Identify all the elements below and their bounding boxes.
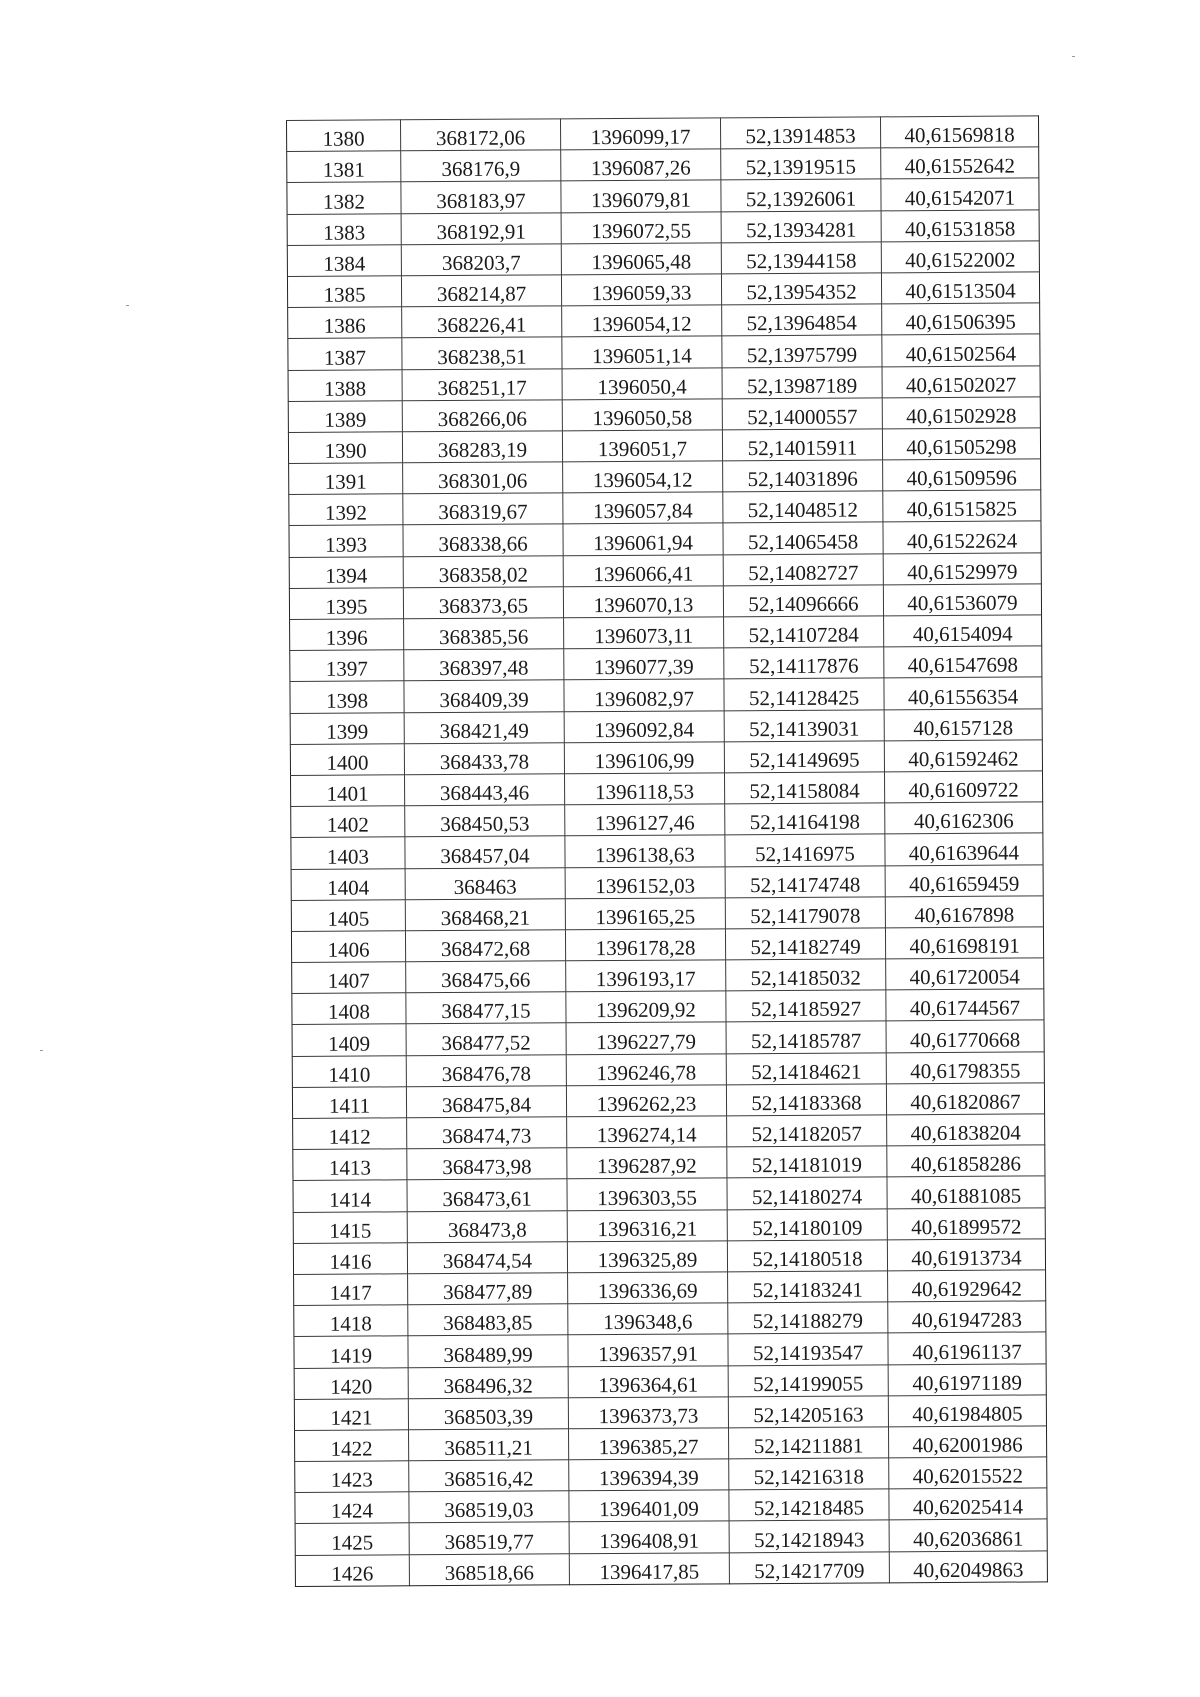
x-coordinate-cell: 368397,48 xyxy=(404,649,564,681)
point-number-cell: 1422 xyxy=(295,1430,409,1462)
latitude-cell: 40,61609722 xyxy=(884,771,1042,803)
point-number-cell: 1416 xyxy=(293,1243,407,1275)
y-coordinate-cell: 1396357,91 xyxy=(568,1334,728,1366)
y-coordinate-cell: 1396394,39 xyxy=(569,1459,729,1491)
table-row xyxy=(291,927,1043,963)
longitude-cell: 52,14031896 xyxy=(723,460,883,492)
point-number-cell: 1390 xyxy=(288,432,402,464)
x-coordinate-cell: 368373,65 xyxy=(403,587,563,619)
table-row xyxy=(295,1426,1047,1462)
y-coordinate-cell: 1396209,92 xyxy=(566,991,726,1023)
table-row xyxy=(293,1176,1045,1212)
point-number-cell: 1420 xyxy=(294,1367,408,1399)
point-number-cell: 1384 xyxy=(287,245,401,277)
point-number-cell: 1388 xyxy=(288,369,402,401)
point-number-cell: 1383 xyxy=(287,213,401,245)
latitude-cell: 40,6154094 xyxy=(884,615,1042,647)
longitude-cell: 52,14139031 xyxy=(724,709,884,741)
x-coordinate-cell: 368496,32 xyxy=(408,1366,568,1398)
x-coordinate-cell: 368489,99 xyxy=(408,1335,568,1367)
x-coordinate-cell: 368172,06 xyxy=(401,119,561,151)
table-row xyxy=(291,864,1043,900)
x-coordinate-cell: 368301,06 xyxy=(403,462,563,494)
table-row xyxy=(292,1083,1044,1119)
longitude-cell: 52,14211881 xyxy=(728,1427,888,1459)
point-number-cell: 1399 xyxy=(290,712,404,744)
y-coordinate-cell: 1396072,55 xyxy=(561,211,721,243)
x-coordinate-cell: 368385,56 xyxy=(404,618,564,650)
latitude-cell: 40,61639644 xyxy=(885,833,1043,865)
longitude-cell: 52,14107284 xyxy=(724,616,884,648)
x-coordinate-cell: 368503,39 xyxy=(408,1397,568,1429)
x-coordinate-cell: 368473,8 xyxy=(407,1210,567,1242)
x-coordinate-cell: 368319,67 xyxy=(403,493,563,525)
y-coordinate-cell: 1396050,58 xyxy=(562,399,722,431)
latitude-cell: 40,61552642 xyxy=(881,147,1039,179)
y-coordinate-cell: 1396073,11 xyxy=(564,617,724,649)
y-coordinate-cell: 1396274,14 xyxy=(567,1116,727,1148)
scan-speck xyxy=(40,1050,43,1051)
y-coordinate-cell: 1396262,23 xyxy=(566,1085,726,1117)
x-coordinate-cell: 368468,21 xyxy=(405,898,565,930)
y-coordinate-cell: 1396127,46 xyxy=(565,804,725,836)
longitude-cell: 52,14185787 xyxy=(726,1021,886,1053)
longitude-cell: 52,13919515 xyxy=(721,148,881,180)
x-coordinate-cell: 368443,46 xyxy=(405,774,565,806)
longitude-cell: 52,14149695 xyxy=(724,741,884,773)
x-coordinate-cell: 368473,98 xyxy=(407,1148,567,1180)
table-row xyxy=(289,584,1041,620)
latitude-cell: 40,61961137 xyxy=(888,1332,1046,1364)
point-number-cell: 1387 xyxy=(288,338,402,370)
x-coordinate-cell: 368283,19 xyxy=(402,431,562,463)
y-coordinate-cell: 1396385,27 xyxy=(568,1428,728,1460)
latitude-cell: 40,61770668 xyxy=(886,1020,1044,1052)
latitude-cell: 40,61744567 xyxy=(886,989,1044,1021)
y-coordinate-cell: 1396051,7 xyxy=(562,430,722,462)
x-coordinate-cell: 368511,21 xyxy=(409,1429,569,1461)
y-coordinate-cell: 1396079,81 xyxy=(561,180,721,212)
y-coordinate-cell: 1396077,39 xyxy=(564,648,724,680)
point-number-cell: 1401 xyxy=(291,775,405,807)
x-coordinate-cell: 368516,42 xyxy=(409,1460,569,1492)
longitude-cell: 52,14117876 xyxy=(724,647,884,679)
longitude-cell: 52,14180518 xyxy=(727,1240,887,1272)
scan-speck xyxy=(126,305,129,306)
longitude-cell: 52,14182057 xyxy=(727,1115,887,1147)
point-number-cell: 1407 xyxy=(292,962,406,994)
longitude-cell: 52,13954352 xyxy=(721,273,881,305)
y-coordinate-cell: 1396087,26 xyxy=(561,149,721,181)
x-coordinate-cell: 368358,02 xyxy=(403,555,563,587)
table-row xyxy=(292,958,1044,994)
x-coordinate-cell: 368251,17 xyxy=(402,368,562,400)
latitude-cell: 40,61820867 xyxy=(886,1083,1044,1115)
longitude-cell: 52,14218943 xyxy=(729,1520,889,1552)
x-coordinate-cell: 368203,7 xyxy=(401,244,561,276)
point-number-cell: 1400 xyxy=(290,744,404,776)
latitude-cell: 40,6167898 xyxy=(885,896,1043,928)
point-number-cell: 1421 xyxy=(294,1398,408,1430)
point-number-cell: 1413 xyxy=(293,1149,407,1181)
table-row xyxy=(294,1270,1046,1306)
latitude-cell: 40,61513504 xyxy=(881,272,1039,304)
latitude-cell: 40,62036861 xyxy=(889,1519,1047,1551)
table-row xyxy=(287,272,1039,308)
table-row xyxy=(294,1395,1046,1431)
y-coordinate-cell: 1396054,12 xyxy=(562,305,722,337)
point-number-cell: 1395 xyxy=(289,588,403,620)
table-row xyxy=(292,1052,1044,1088)
latitude-cell: 40,61838204 xyxy=(887,1114,1045,1146)
point-number-cell: 1414 xyxy=(293,1180,407,1212)
longitude-cell: 52,13975799 xyxy=(722,335,882,367)
longitude-cell: 52,14205163 xyxy=(728,1396,888,1428)
table-row xyxy=(290,615,1042,651)
coordinates-table-body xyxy=(287,116,1048,1586)
longitude-cell: 52,14217709 xyxy=(729,1551,889,1583)
point-number-cell: 1425 xyxy=(295,1523,409,1555)
longitude-cell: 52,14182749 xyxy=(725,928,885,960)
point-number-cell: 1426 xyxy=(295,1554,409,1586)
latitude-cell: 40,61556354 xyxy=(884,677,1042,709)
y-coordinate-cell: 1396401,09 xyxy=(569,1490,729,1522)
latitude-cell: 40,61881085 xyxy=(887,1176,1045,1208)
point-number-cell: 1409 xyxy=(292,1024,406,1056)
latitude-cell: 40,62015522 xyxy=(889,1457,1047,1489)
table-row xyxy=(288,428,1040,464)
y-coordinate-cell: 1396065,48 xyxy=(561,243,721,275)
longitude-cell: 52,14015911 xyxy=(722,429,882,461)
point-number-cell: 1391 xyxy=(289,463,403,495)
latitude-cell: 40,6157128 xyxy=(884,708,1042,740)
point-number-cell: 1392 xyxy=(289,494,403,526)
latitude-cell: 40,61659459 xyxy=(885,864,1043,896)
point-number-cell: 1386 xyxy=(288,307,402,339)
y-coordinate-cell: 1396336,69 xyxy=(568,1272,728,1304)
latitude-cell: 40,61502027 xyxy=(882,365,1040,397)
longitude-cell: 52,1416975 xyxy=(725,834,885,866)
latitude-cell: 40,61542071 xyxy=(881,178,1039,210)
y-coordinate-cell: 1396193,17 xyxy=(566,960,726,992)
latitude-cell: 40,61798355 xyxy=(886,1052,1044,1084)
y-coordinate-cell: 1396066,41 xyxy=(563,554,723,586)
longitude-cell: 52,14181019 xyxy=(727,1146,887,1178)
x-coordinate-cell: 368473,61 xyxy=(407,1179,567,1211)
point-number-cell: 1408 xyxy=(292,993,406,1025)
longitude-cell: 52,14065458 xyxy=(723,522,883,554)
latitude-cell: 40,61515825 xyxy=(883,490,1041,522)
table-row xyxy=(292,1020,1044,1056)
y-coordinate-cell: 1396070,13 xyxy=(563,586,723,618)
y-coordinate-cell: 1396106,99 xyxy=(564,742,724,774)
longitude-cell: 52,13934281 xyxy=(721,210,881,242)
table-row xyxy=(290,646,1042,682)
longitude-cell: 52,14193547 xyxy=(728,1333,888,1365)
y-coordinate-cell: 1396227,79 xyxy=(566,1022,726,1054)
table-row xyxy=(291,833,1043,869)
latitude-cell: 40,61899572 xyxy=(887,1207,1045,1239)
longitude-cell: 52,14128425 xyxy=(724,678,884,710)
y-coordinate-cell: 1396303,55 xyxy=(567,1178,727,1210)
x-coordinate-cell: 368338,66 xyxy=(403,524,563,556)
latitude-cell: 40,61522002 xyxy=(881,241,1039,273)
table-row xyxy=(293,1145,1045,1181)
table-row xyxy=(293,1239,1045,1275)
latitude-cell: 40,62025414 xyxy=(889,1488,1047,1520)
table-row xyxy=(290,708,1042,744)
longitude-cell: 52,14000557 xyxy=(722,398,882,430)
point-number-cell: 1398 xyxy=(290,681,404,713)
y-coordinate-cell: 1396152,03 xyxy=(565,866,725,898)
longitude-cell: 52,13944158 xyxy=(721,242,881,274)
latitude-cell: 40,61720054 xyxy=(886,958,1044,990)
x-coordinate-cell: 368266,06 xyxy=(402,400,562,432)
x-coordinate-cell: 368192,91 xyxy=(401,212,561,244)
table-row xyxy=(291,771,1043,807)
y-coordinate-cell: 1396348,6 xyxy=(568,1303,728,1335)
x-coordinate-cell: 368226,41 xyxy=(402,306,562,338)
x-coordinate-cell: 368475,84 xyxy=(406,1086,566,1118)
point-number-cell: 1396 xyxy=(290,619,404,651)
x-coordinate-cell: 368476,78 xyxy=(406,1054,566,1086)
point-number-cell: 1380 xyxy=(287,120,401,152)
point-number-cell: 1404 xyxy=(291,868,405,900)
latitude-cell: 40,61502564 xyxy=(882,334,1040,366)
point-number-cell: 1424 xyxy=(295,1492,409,1524)
x-coordinate-cell: 368214,87 xyxy=(401,275,561,307)
point-number-cell: 1418 xyxy=(294,1305,408,1337)
longitude-cell: 52,14096666 xyxy=(723,585,883,617)
y-coordinate-cell: 1396138,63 xyxy=(565,835,725,867)
x-coordinate-cell: 368450,53 xyxy=(405,805,565,837)
latitude-cell: 40,61531858 xyxy=(881,209,1039,241)
point-number-cell: 1382 xyxy=(287,182,401,214)
longitude-cell: 52,14185032 xyxy=(726,959,886,991)
point-number-cell: 1419 xyxy=(294,1336,408,1368)
longitude-cell: 52,14216318 xyxy=(729,1458,889,1490)
point-number-cell: 1411 xyxy=(292,1087,406,1119)
longitude-cell: 52,14164198 xyxy=(725,803,885,835)
x-coordinate-cell: 368238,51 xyxy=(402,337,562,369)
table-row xyxy=(289,553,1041,589)
table-row xyxy=(294,1332,1046,1368)
point-number-cell: 1389 xyxy=(288,400,402,432)
longitude-cell: 52,14188279 xyxy=(728,1302,888,1334)
table-row xyxy=(295,1457,1047,1493)
table-row xyxy=(288,365,1040,401)
y-coordinate-cell: 1396178,28 xyxy=(565,929,725,961)
latitude-cell: 40,61929642 xyxy=(888,1270,1046,1302)
table-row xyxy=(294,1363,1046,1399)
table-row xyxy=(288,397,1040,433)
table-row xyxy=(288,303,1040,339)
y-coordinate-cell: 1396118,53 xyxy=(564,773,724,805)
longitude-cell: 52,13914853 xyxy=(720,117,880,149)
x-coordinate-cell: 368474,73 xyxy=(407,1117,567,1149)
longitude-cell: 52,14082727 xyxy=(723,553,883,585)
table-row xyxy=(294,1301,1046,1337)
x-coordinate-cell: 368409,39 xyxy=(404,680,564,712)
longitude-cell: 52,14180109 xyxy=(727,1208,887,1240)
longitude-cell: 52,14179078 xyxy=(725,897,885,929)
y-coordinate-cell: 1396287,92 xyxy=(567,1147,727,1179)
point-number-cell: 1393 xyxy=(289,525,403,557)
table-row xyxy=(287,241,1039,277)
x-coordinate-cell: 368519,77 xyxy=(409,1522,569,1554)
x-coordinate-cell: 368433,78 xyxy=(404,743,564,775)
point-number-cell: 1403 xyxy=(291,837,405,869)
longitude-cell: 52,14184621 xyxy=(726,1052,886,1084)
table-row xyxy=(293,1207,1045,1243)
latitude-cell: 40,61698191 xyxy=(885,927,1043,959)
y-coordinate-cell: 1396061,94 xyxy=(563,523,723,555)
x-coordinate-cell: 368477,15 xyxy=(406,992,566,1024)
latitude-cell: 40,61505298 xyxy=(882,428,1040,460)
x-coordinate-cell: 368518,66 xyxy=(409,1553,569,1585)
y-coordinate-cell: 1396417,85 xyxy=(569,1552,729,1584)
latitude-cell: 40,61984805 xyxy=(888,1395,1046,1427)
table-row xyxy=(287,116,1039,152)
point-number-cell: 1415 xyxy=(293,1211,407,1243)
y-coordinate-cell: 1396050,4 xyxy=(562,367,722,399)
table-row xyxy=(287,209,1039,245)
table-row xyxy=(291,802,1043,838)
table-row xyxy=(288,334,1040,370)
longitude-cell: 52,14183241 xyxy=(728,1271,888,1303)
x-coordinate-cell: 368477,52 xyxy=(406,1023,566,1055)
table-row xyxy=(293,1114,1045,1150)
table-row xyxy=(289,521,1041,557)
point-number-cell: 1402 xyxy=(291,806,405,838)
point-number-cell: 1394 xyxy=(289,556,403,588)
latitude-cell: 40,61858286 xyxy=(887,1145,1045,1177)
scan-speck xyxy=(1072,56,1075,57)
point-number-cell: 1381 xyxy=(287,151,401,183)
point-number-cell: 1397 xyxy=(290,650,404,682)
point-number-cell: 1410 xyxy=(292,1055,406,1087)
y-coordinate-cell: 1396082,97 xyxy=(564,679,724,711)
longitude-cell: 52,14048512 xyxy=(723,491,883,523)
y-coordinate-cell: 1396057,84 xyxy=(563,492,723,524)
y-coordinate-cell: 1396059,33 xyxy=(561,274,721,306)
latitude-cell: 40,61547698 xyxy=(884,646,1042,678)
longitude-cell: 52,14174748 xyxy=(725,865,885,897)
x-coordinate-cell: 368519,03 xyxy=(409,1491,569,1523)
x-coordinate-cell: 368483,85 xyxy=(408,1304,568,1336)
y-coordinate-cell: 1396165,25 xyxy=(565,898,725,930)
table-row xyxy=(289,459,1041,495)
x-coordinate-cell: 368475,66 xyxy=(406,961,566,993)
table-row xyxy=(291,896,1043,932)
latitude-cell: 40,61913734 xyxy=(887,1239,1045,1271)
point-number-cell: 1405 xyxy=(291,899,405,931)
table-row xyxy=(295,1551,1047,1587)
longitude-cell: 52,14158084 xyxy=(724,772,884,804)
y-coordinate-cell: 1396373,73 xyxy=(568,1397,728,1429)
latitude-cell: 40,61569818 xyxy=(880,116,1038,148)
coordinates-table xyxy=(286,115,1048,1586)
longitude-cell: 52,13987189 xyxy=(722,366,882,398)
longitude-cell: 52,14218485 xyxy=(729,1489,889,1521)
y-coordinate-cell: 1396364,61 xyxy=(568,1365,728,1397)
y-coordinate-cell: 1396099,17 xyxy=(560,118,720,150)
latitude-cell: 40,62049863 xyxy=(889,1551,1047,1583)
latitude-cell: 40,61509596 xyxy=(883,459,1041,491)
y-coordinate-cell: 1396054,12 xyxy=(563,461,723,493)
table-row xyxy=(287,178,1039,214)
point-number-cell: 1417 xyxy=(294,1274,408,1306)
table-row xyxy=(292,989,1044,1025)
table-row xyxy=(295,1488,1047,1524)
longitude-cell: 52,14183368 xyxy=(726,1084,886,1116)
x-coordinate-cell: 368474,54 xyxy=(407,1242,567,1274)
latitude-cell: 40,61947283 xyxy=(888,1301,1046,1333)
point-number-cell: 1423 xyxy=(295,1461,409,1493)
y-coordinate-cell: 1396325,89 xyxy=(567,1241,727,1273)
table-row xyxy=(295,1519,1047,1555)
latitude-cell: 40,61522624 xyxy=(883,521,1041,553)
table-row xyxy=(290,740,1042,776)
latitude-cell: 40,61506395 xyxy=(882,303,1040,335)
latitude-cell: 40,62001986 xyxy=(888,1426,1046,1458)
table-row xyxy=(290,677,1042,713)
x-coordinate-cell: 368463 xyxy=(405,867,565,899)
latitude-cell: 40,61536079 xyxy=(883,584,1041,616)
latitude-cell: 40,61502928 xyxy=(882,397,1040,429)
latitude-cell: 40,61971189 xyxy=(888,1363,1046,1395)
y-coordinate-cell: 1396246,78 xyxy=(566,1053,726,1085)
latitude-cell: 40,61529979 xyxy=(883,553,1041,585)
longitude-cell: 52,14180274 xyxy=(727,1177,887,1209)
longitude-cell: 52,14185927 xyxy=(726,990,886,1022)
longitude-cell: 52,13926061 xyxy=(721,179,881,211)
longitude-cell: 52,14199055 xyxy=(728,1364,888,1396)
latitude-cell: 40,6162306 xyxy=(885,802,1043,834)
longitude-cell: 52,13964854 xyxy=(722,304,882,336)
x-coordinate-cell: 368472,68 xyxy=(405,930,565,962)
x-coordinate-cell: 368421,49 xyxy=(404,711,564,743)
point-number-cell: 1412 xyxy=(293,1118,407,1150)
y-coordinate-cell: 1396051,14 xyxy=(562,336,722,368)
y-coordinate-cell: 1396316,21 xyxy=(567,1209,727,1241)
y-coordinate-cell: 1396408,91 xyxy=(569,1521,729,1553)
latitude-cell: 40,61592462 xyxy=(884,740,1042,772)
table-row xyxy=(287,147,1039,183)
x-coordinate-cell: 368477,89 xyxy=(408,1273,568,1305)
x-coordinate-cell: 368183,97 xyxy=(401,181,561,213)
point-number-cell: 1385 xyxy=(287,276,401,308)
y-coordinate-cell: 1396092,84 xyxy=(564,710,724,742)
table-row xyxy=(289,490,1041,526)
x-coordinate-cell: 368457,04 xyxy=(405,836,565,868)
x-coordinate-cell: 368176,9 xyxy=(401,150,561,182)
point-number-cell: 1406 xyxy=(291,931,405,963)
